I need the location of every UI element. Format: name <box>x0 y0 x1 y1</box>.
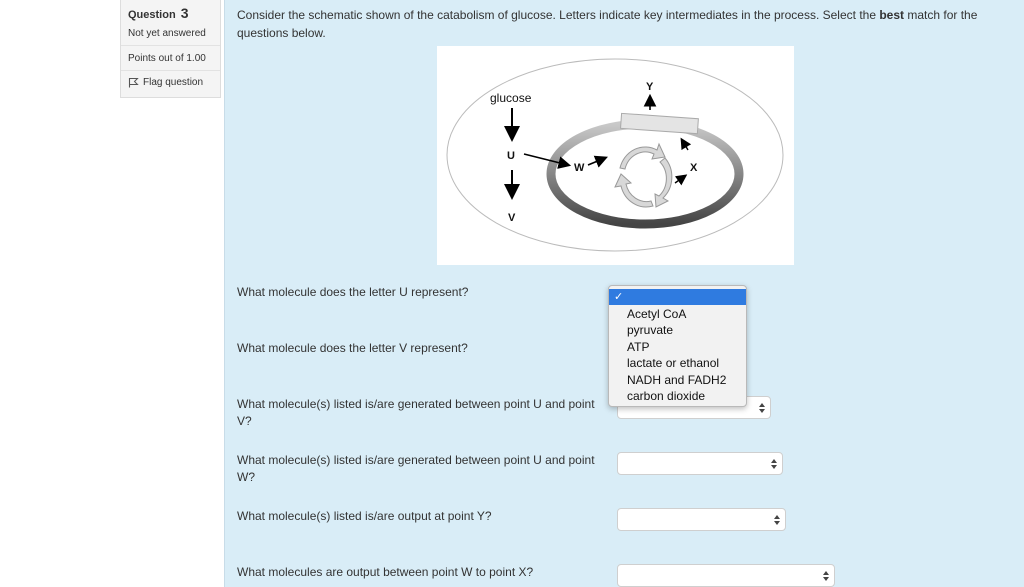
question-text-emphasis: best <box>879 8 905 22</box>
dropdown-option[interactable]: Acetyl CoA <box>627 307 687 321</box>
flag-question-link[interactable] <box>128 77 203 88</box>
mitochondrion-ring <box>551 124 739 224</box>
subquestion-text: What molecule does the letter V represent? <box>237 341 468 355</box>
subquestion-text: What molecule does the letter U represent? <box>237 285 469 299</box>
answer-select[interactable] <box>617 564 835 587</box>
subquestion-text: What molecule(s) listed is/are generated between point U and point W? <box>237 453 595 484</box>
question-content <box>224 0 1024 587</box>
question-heading <box>128 5 189 21</box>
question-text-part: Consider the schematic shown of the catabolism of glucose. Letters indicate key intermediates in the process. Select the <box>237 8 880 22</box>
dropdown-option[interactable]: pyruvate <box>627 323 674 337</box>
w-label: W <box>574 162 585 174</box>
question-label: Question <box>128 9 176 21</box>
select-arrows-icon <box>823 570 829 582</box>
arrow-w-to-cycle <box>588 158 605 165</box>
answer-select[interactable] <box>617 508 786 531</box>
dropdown-option[interactable]: lactate or ethanol <box>627 356 720 370</box>
mitochondrial-membrane-channel <box>621 113 699 133</box>
checkmark-icon: ✓ <box>614 291 624 303</box>
answer-dropdown-menu[interactable] <box>608 285 747 407</box>
flag-question-label: Flag question <box>143 77 204 88</box>
y-label: Y <box>646 81 654 93</box>
divider <box>121 70 220 71</box>
arrow-x-to-y <box>682 140 688 150</box>
question-text-part: match for the questions below. <box>237 8 978 40</box>
question-state: Not yet answered <box>128 28 206 39</box>
dropdown-option[interactable]: NADH and FADH2 <box>627 373 727 387</box>
select-arrows-icon <box>759 402 765 414</box>
select-arrows-icon <box>774 514 780 526</box>
schematic-drawing <box>437 46 794 265</box>
subquestion-text: What molecule(s) listed is/are generated between point U and point V? <box>237 397 595 428</box>
question-text <box>237 6 997 42</box>
krebs-cycle-icon <box>615 144 672 207</box>
v-label: V <box>508 212 516 224</box>
select-arrows-icon <box>771 458 777 470</box>
flag-icon <box>128 77 139 88</box>
question-number: 3 <box>180 5 189 21</box>
question-grade: Points out of 1.00 <box>128 53 206 64</box>
subquestion-text: What molecules are output between point W to point X? <box>237 565 534 579</box>
glucose-label: glucose <box>490 91 532 105</box>
arrow-to-x <box>675 176 685 183</box>
catabolism-schematic <box>437 46 794 265</box>
dropdown-option[interactable]: ATP <box>627 340 650 354</box>
dropdown-option-empty-selected[interactable] <box>609 289 746 305</box>
subquestion-text: What molecule(s) listed is/are output at point Y? <box>237 509 492 523</box>
u-label: U <box>507 150 515 162</box>
divider <box>121 45 220 46</box>
x-label: X <box>690 162 698 174</box>
answer-select[interactable] <box>617 452 783 475</box>
question-info-panel <box>120 0 221 98</box>
dropdown-option[interactable]: carbon dioxide <box>627 389 706 403</box>
